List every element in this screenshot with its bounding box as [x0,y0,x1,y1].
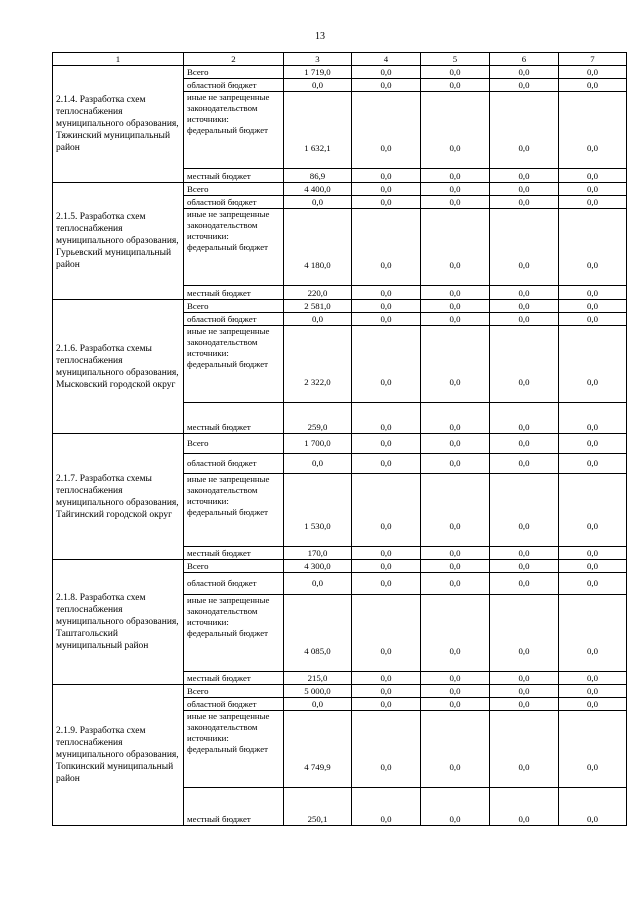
table-row [53,560,627,573]
value-cell: 4 400,0 [284,183,352,196]
value-cell: 0,0 [352,79,421,92]
column-header: 4 [352,53,421,66]
federal-budget-label: федеральный бюджет [187,628,268,638]
total-label: Всего [187,560,209,571]
value-cell: 0,0 [490,286,559,300]
value-cell: 0,0 [559,788,627,826]
value-cell: 4 749,9 [284,711,352,788]
value-cell: 1 719,0 [284,66,352,79]
value-cell: 0,0 [490,698,559,711]
value-cell: 0,0 [352,286,421,300]
other-sources-label: иные не запрещенные законодательством источники: [187,92,270,124]
table-row [53,434,627,454]
funding-source-cell [184,672,284,685]
column-header: 5 [421,53,490,66]
value-cell: 0,0 [352,169,421,183]
funding-source-cell [184,313,284,326]
value-cell: 0,0 [559,79,627,92]
value-cell: 0,0 [421,434,490,454]
value-cell: 0,0 [352,788,421,826]
value-cell: 4 180,0 [284,209,352,286]
value-cell: 0,0 [421,573,490,595]
value-cell: 0,0 [352,92,421,169]
value-cell: 0,0 [490,403,559,434]
regional-label: областной бюджет [187,196,257,207]
funding-source-cell [184,286,284,300]
local-label: местный бюджет [187,548,251,558]
regional-label: областной бюджет [187,313,257,324]
funding-source-cell [184,788,284,826]
value-cell: 0,0 [490,547,559,560]
value-cell: 0,0 [284,573,352,595]
value-cell: 1 700,0 [284,434,352,454]
value-cell: 2 581,0 [284,300,352,313]
value-cell: 0,0 [421,169,490,183]
funding-source-cell [184,169,284,183]
value-cell: 0,0 [352,326,421,403]
value-cell: 0,0 [421,92,490,169]
value-cell: 0,0 [421,547,490,560]
value-cell: 1 530,0 [284,474,352,547]
funding-source-cell [184,685,284,698]
value-cell: 0,0 [421,300,490,313]
funding-source-cell [184,92,284,169]
value-cell: 0,0 [559,685,627,698]
value-cell: 0,0 [421,698,490,711]
total-label: Всего [187,685,209,696]
funding-source-cell [184,66,284,79]
value-cell: 0,0 [559,313,627,326]
value-cell: 0,0 [490,434,559,454]
value-cell: 4 300,0 [284,560,352,573]
value-cell: 0,0 [490,474,559,547]
value-cell: 0,0 [559,326,627,403]
value-cell: 0,0 [284,196,352,209]
value-cell: 170,0 [284,547,352,560]
funding-source-cell [184,79,284,92]
federal-budget-label: федеральный бюджет [187,125,268,135]
other-sources-label: иные не запрещенные законодательством источники: [187,595,270,627]
value-cell: 0,0 [559,183,627,196]
activity-name: 2.1.7. Разработка схемы теплоснабжения муниципального образования, Тайгинский городской округ [53,434,184,560]
value-cell: 0,0 [352,313,421,326]
value-cell: 0,0 [421,685,490,698]
funding-source-cell [184,711,284,788]
column-header: 7 [559,53,627,66]
value-cell: 0,0 [490,92,559,169]
value-cell: 0,0 [352,300,421,313]
funding-source-cell [184,209,284,286]
value-cell: 0,0 [421,313,490,326]
value-cell: 0,0 [490,685,559,698]
value-cell: 0,0 [421,595,490,672]
value-cell: 0,0 [352,196,421,209]
federal-budget-label: федеральный бюджет [187,242,268,252]
value-cell: 0,0 [490,183,559,196]
value-cell: 0,0 [490,595,559,672]
value-cell: 0,0 [421,79,490,92]
value-cell: 0,0 [421,183,490,196]
funding-source-cell [184,183,284,196]
total-label: Всего [187,183,209,194]
value-cell: 0,0 [559,403,627,434]
value-cell: 0,0 [559,300,627,313]
value-cell: 0,0 [284,313,352,326]
value-cell: 250,1 [284,788,352,826]
column-header: 3 [284,53,352,66]
value-cell: 0,0 [421,66,490,79]
local-label: местный бюджет [187,422,251,432]
value-cell: 0,0 [559,209,627,286]
table-row [53,300,627,313]
value-cell: 0,0 [421,474,490,547]
value-cell: 0,0 [421,560,490,573]
local-label: местный бюджет [187,814,251,824]
value-cell: 0,0 [490,313,559,326]
value-cell: 0,0 [490,672,559,685]
value-cell: 0,0 [352,560,421,573]
federal-budget-label: федеральный бюджет [187,359,268,369]
value-cell: 0,0 [490,300,559,313]
value-cell: 0,0 [490,66,559,79]
value-cell: 0,0 [421,711,490,788]
table-row [53,183,627,196]
value-cell: 2 322,0 [284,326,352,403]
value-cell: 0,0 [421,454,490,474]
value-cell: 0,0 [490,573,559,595]
other-sources-label: иные не запрещенные законодательством источники: [187,209,270,241]
value-cell: 0,0 [490,79,559,92]
value-cell: 5 000,0 [284,685,352,698]
local-label: местный бюджет [187,288,251,298]
value-cell: 0,0 [284,698,352,711]
value-cell: 0,0 [559,474,627,547]
value-cell: 0,0 [559,595,627,672]
regional-label: областной бюджет [187,79,257,90]
funding-source-cell [184,547,284,560]
value-cell: 0,0 [421,196,490,209]
value-cell: 220,0 [284,286,352,300]
value-cell: 0,0 [352,183,421,196]
total-label: Всего [187,66,209,77]
value-cell: 0,0 [352,685,421,698]
value-cell: 0,0 [421,788,490,826]
value-cell: 0,0 [559,286,627,300]
activity-name: 2.1.6. Разработка схемы теплоснабжения муниципального образования, Мысковский городской округ [53,300,184,434]
value-cell: 0,0 [352,474,421,547]
value-cell: 0,0 [490,560,559,573]
value-cell: 0,0 [421,209,490,286]
activity-name: 2.1.5. Разработка схем теплоснабжения муниципального образования, Гурьевский муниципальный район [53,183,184,300]
value-cell: 0,0 [352,454,421,474]
value-cell: 0,0 [490,169,559,183]
funding-source-cell [184,560,284,573]
value-cell: 1 632,1 [284,92,352,169]
activity-name: 2.1.8. Разработка схем теплоснабжения муниципального образования, Таштагольский муниципальный район [53,560,184,685]
funding-source-cell [184,595,284,672]
federal-budget-label: федеральный бюджет [187,507,268,517]
value-cell: 0,0 [421,672,490,685]
value-cell: 4 085,0 [284,595,352,672]
value-cell: 0,0 [352,66,421,79]
value-cell: 0,0 [352,209,421,286]
value-cell: 259,0 [284,403,352,434]
federal-budget-label: федеральный бюджет [187,744,268,754]
other-sources-label: иные не запрещенные законодательством источники: [187,326,270,358]
value-cell: 0,0 [352,547,421,560]
value-cell: 0,0 [490,326,559,403]
funding-source-cell [184,326,284,403]
table-body [53,66,627,826]
value-cell: 0,0 [421,326,490,403]
funding-source-cell [184,474,284,547]
budget-table [52,52,627,826]
other-sources-label: иные не запрещенные законодательством источники: [187,711,270,743]
value-cell: 0,0 [559,196,627,209]
value-cell: 0,0 [559,560,627,573]
value-cell: 215,0 [284,672,352,685]
value-cell: 0,0 [352,595,421,672]
value-cell: 0,0 [284,454,352,474]
funding-source-cell [184,300,284,313]
value-cell: 0,0 [352,711,421,788]
value-cell: 0,0 [352,698,421,711]
value-cell: 86,9 [284,169,352,183]
value-cell: 0,0 [559,672,627,685]
local-label: местный бюджет [187,673,251,683]
value-cell: 0,0 [559,573,627,595]
table-row [53,685,627,698]
funding-source-cell [184,698,284,711]
other-sources-label: иные не запрещенные законодательством источники: [187,474,270,506]
value-cell: 0,0 [352,403,421,434]
value-cell: 0,0 [559,434,627,454]
activity-name: 2.1.4. Разработка схем теплоснабжения муниципального образования, Тяжинский муниципальный район [53,66,184,183]
value-cell: 0,0 [559,169,627,183]
regional-label: областной бюджет [187,698,257,709]
regional-label: областной бюджет [187,578,257,588]
funding-source-cell [184,196,284,209]
total-label: Всего [187,438,209,448]
header-row [53,53,627,66]
value-cell: 0,0 [490,209,559,286]
value-cell: 0,0 [490,454,559,474]
column-header: 1 [53,53,184,66]
funding-source-cell [184,403,284,434]
funding-source-cell [184,434,284,454]
local-label: местный бюджет [187,171,251,181]
value-cell: 0,0 [559,711,627,788]
value-cell: 0,0 [352,672,421,685]
value-cell: 0,0 [559,66,627,79]
value-cell: 0,0 [490,788,559,826]
value-cell: 0,0 [284,79,352,92]
activity-name: 2.1.9. Разработка схем теплоснабжения муниципального образования, Топкинский муниципальный район [53,685,184,826]
regional-label: областной бюджет [187,458,257,468]
value-cell: 0,0 [421,286,490,300]
value-cell: 0,0 [559,454,627,474]
column-header: 2 [184,53,284,66]
column-header: 6 [490,53,559,66]
value-cell: 0,0 [490,196,559,209]
value-cell: 0,0 [559,698,627,711]
value-cell: 0,0 [352,573,421,595]
value-cell: 0,0 [490,711,559,788]
value-cell: 0,0 [352,434,421,454]
value-cell: 0,0 [421,403,490,434]
value-cell: 0,0 [559,547,627,560]
table-row [53,66,627,79]
funding-source-cell [184,454,284,474]
funding-source-cell [184,573,284,595]
value-cell: 0,0 [559,92,627,169]
total-label: Всего [187,300,209,311]
page-number: 13 [315,31,325,42]
